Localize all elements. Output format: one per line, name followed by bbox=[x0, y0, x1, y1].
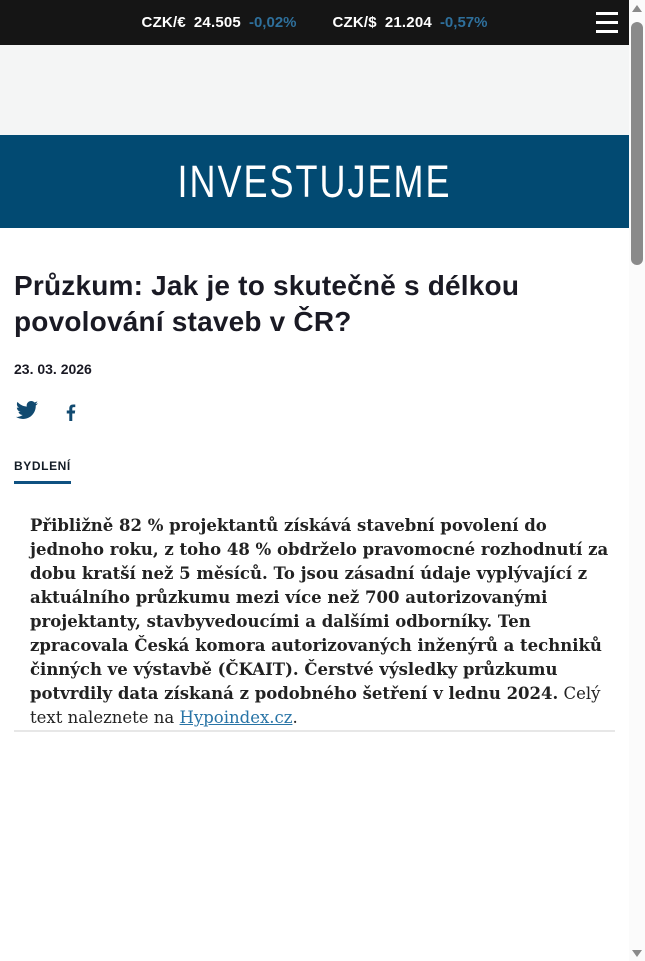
topbar-spacer bbox=[0, 45, 629, 135]
lead-regular-text: Celý text naleznete na bbox=[30, 684, 601, 727]
menu-icon[interactable] bbox=[596, 12, 618, 33]
category-tag-bydleni[interactable]: BYDLENÍ bbox=[14, 459, 71, 484]
page-title: Průzkum: Jak je to skutečně s délkou povolování staveb v ČR? bbox=[14, 270, 520, 337]
hypoindex-link[interactable]: Hypoindex.cz bbox=[179, 708, 293, 727]
ticker-pair-label: CZK/€ bbox=[141, 14, 186, 31]
site-logo[interactable]: INVESTUJEME bbox=[177, 155, 452, 207]
ticker-pair-label: CZK/$ bbox=[332, 14, 377, 31]
ticker-czk-eur bbox=[142, 14, 297, 31]
social-share-row bbox=[14, 399, 615, 421]
lead-suffix: . bbox=[292, 708, 298, 727]
site-masthead bbox=[0, 135, 629, 228]
facebook-icon[interactable] bbox=[58, 399, 84, 421]
scrollbar-thumb[interactable] bbox=[631, 22, 643, 265]
scrollbar-up-arrow-icon[interactable] bbox=[629, 0, 645, 16]
ticker-rate-value: 21.204 bbox=[384, 14, 432, 31]
ticker-change-value: -0,57% bbox=[439, 14, 488, 31]
article-lead-paragraph bbox=[30, 514, 615, 730]
lead-bold-text: Přibližně 82 % projektantů získává stavební povolení do jednoho roku, z toho 48 % obdrželo pravomocné rozhodnutí za dobu kratší než 5 měsíců. To jsou zásadní údaje vyplývající z aktuálního průzkumu mezi více než 700 autorizovanými projektanty, stavbyvedoucími a dalšími odborníky. Ten zpracovala Česká komora autorizovaných inženýrů a techniků činných ve výstavbě (ČKAIT). Čerstvé výsledky průzkumu potvrdily data získaná z podobného šetření v lednu 2024. bbox=[30, 516, 609, 703]
article-content bbox=[0, 228, 629, 732]
currency-ticker bbox=[142, 14, 488, 31]
top-ticker-bar bbox=[0, 0, 629, 45]
divider bbox=[14, 731, 615, 732]
scrollbar-down-arrow-icon[interactable] bbox=[629, 945, 645, 961]
article-date: 23. 03. 2026 bbox=[14, 361, 92, 377]
ticker-czk-usd bbox=[333, 14, 488, 31]
ticker-change-value: -0,02% bbox=[248, 14, 297, 31]
ticker-rate-value: 24.505 bbox=[193, 14, 241, 31]
twitter-icon[interactable] bbox=[14, 399, 40, 421]
page-scrollbar[interactable] bbox=[629, 0, 645, 961]
